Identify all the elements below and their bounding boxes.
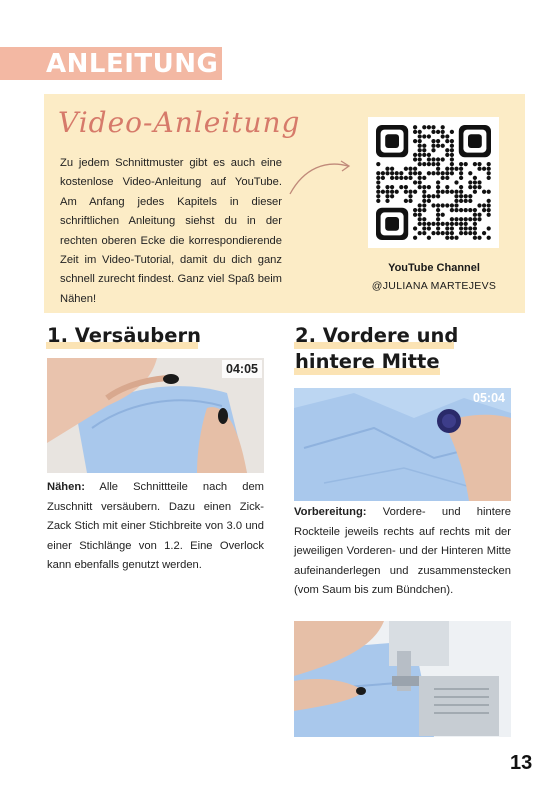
section2-body: Vordere- und hintere Rockteile jeweils rechts auf rechts mit der jeweiligen Vorderen- und der Hinteren Mitte aufeinanderlegen und zusammenstecken (vom Saum bis zum Bündchen). [294,506,511,596]
section2-label: Vorbereitung: [294,506,367,518]
page-title: ANLEITUNG [46,49,219,79]
section1-text [47,478,264,576]
section2-photo-bottom [294,621,511,737]
section1-body: Alle Schnittteile nach dem Zuschnitt versäubern. Dazu einen Zick-Zack Stich mit einer Stichbreite von 3.0 und einer Stichlänge von 1.2. Eine Overlock kann ebenfalls genutzt werden. [47,481,264,571]
video-tutorial-heading: Video-Anleitung [58,106,301,139]
section1-label: Nähen: [47,481,85,493]
youtube-handle[interactable]: @JULIANA MARTEJEVS [371,280,497,292]
section2-title-line2: hintere Mitte [295,350,440,373]
section2-title-line1: 2. Vordere und [295,324,459,347]
section2-text [294,503,511,601]
youtube-channel-label: YouTube Channel [388,262,480,274]
qr-code-icon[interactable] [368,117,499,248]
section2-photo-top [294,388,511,501]
page-number: 13 [510,752,533,774]
arrow-icon [286,156,354,198]
section2-timestamp: 05:04 [473,391,505,405]
intro-paragraph: Zu jedem Schnittmuster gibt es auch eine kostenlose Video-Anleitung auf YouTube. Am Anfang jedes Kapitels in dieser schriftlichen Anleitung siehst du in der rechten oberen Ecke die korrespondierende Zeit im Video-Tutorial, damit du dich ganz schnell zurecht findest. Ganz viel Spaß beim Nähen! [60,157,282,305]
section1-photo [47,358,264,473]
section1-timestamp: 04:05 [222,360,262,378]
section1-title: 1. Versäubern [47,324,201,347]
